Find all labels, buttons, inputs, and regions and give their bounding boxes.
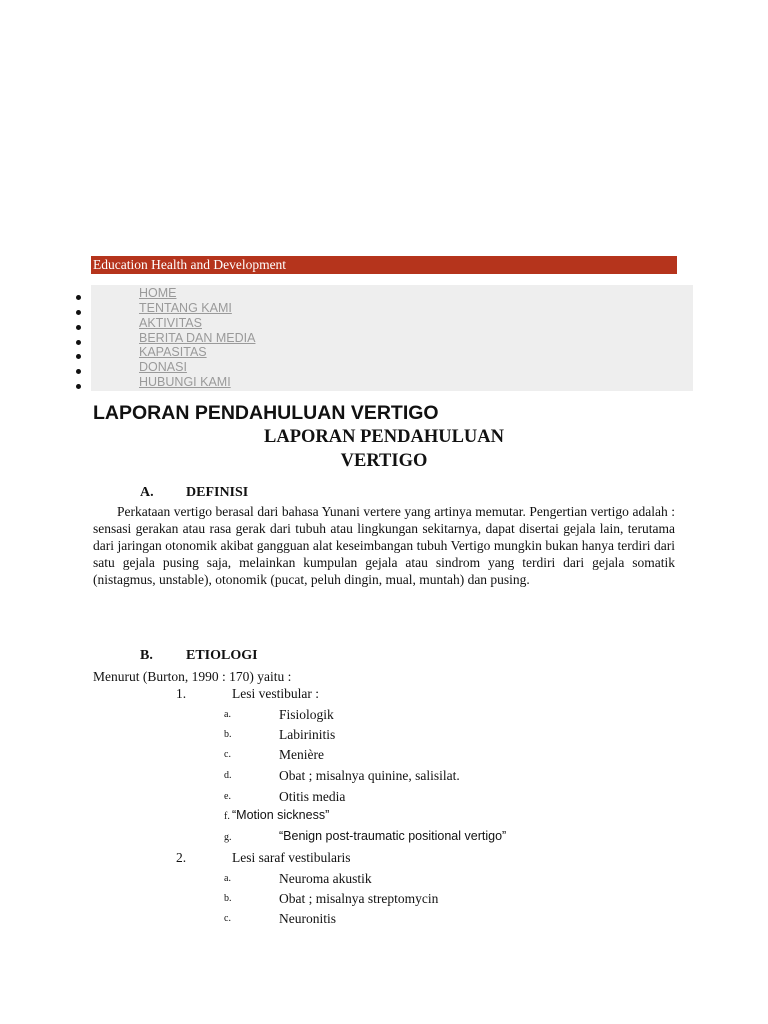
group1-title: Lesi vestibular : <box>232 686 319 701</box>
list-item-label: a. <box>224 709 231 720</box>
list-item: Menière <box>279 747 324 762</box>
group2-title: Lesi saraf vestibularis <box>232 850 351 865</box>
bullet-icon <box>76 295 81 300</box>
nav-tentang-kami[interactable]: TENTANG KAMI <box>139 301 232 315</box>
list-item-label: f. <box>224 811 230 822</box>
group1-number: 1. <box>176 686 187 701</box>
nav-kapasitas[interactable]: KAPASITAS <box>139 345 207 359</box>
list-item-label: b. <box>224 893 232 904</box>
nav-hubungi-kami[interactable]: HUBUNGI KAMI <box>139 375 231 389</box>
bullet-icon <box>76 310 81 315</box>
definition-paragraph: Perkataan vertigo berasal dari bahasa Yunani vertere yang artinya memutar. Pengertian vertigo adalah : sensasi gerakan atau rasa gerak dari tubuh atau lingkungan sekitarnya, dapat disertai gejala lain, terutama dari jaringan otonomik akibat gangguan alat keseimbangan tubuh Vertigo mungkin bukan hanya terdiri dari satu gejala pusing saja, melainkan kumpulan gejala atau sindrom yang terdiri dari gejala somatik (nistagmus, unstable), otonomik (pucat, peluh dingin, mual, muntah) dan pusing. <box>93 504 675 587</box>
list-item-label: b. <box>224 729 232 740</box>
bullet-icon <box>76 325 81 330</box>
section-b-letter: B. <box>140 648 153 663</box>
list-item-label: g. <box>224 832 232 843</box>
list-item: “Motion sickness” <box>232 808 330 822</box>
list-item: Neuronitis <box>279 911 336 926</box>
nav-berita-dan-media[interactable]: BERITA DAN MEDIA <box>139 331 256 345</box>
list-item: Labirinitis <box>279 727 336 742</box>
list-item-label: d. <box>224 770 232 781</box>
bullet-icon <box>76 354 81 359</box>
bullet-icon <box>76 340 81 345</box>
nav-donasi[interactable]: DONASI <box>139 360 187 374</box>
list-item-label: c. <box>224 913 231 924</box>
list-item: Neuroma akustik <box>279 871 372 886</box>
list-item: Obat ; misalnya quinine, salisilat. <box>279 768 460 783</box>
article-heading-line1: LAPORAN PENDAHULUAN <box>264 427 504 447</box>
bullet-icon <box>76 369 81 374</box>
bullet-icon <box>76 384 81 389</box>
list-item-label: e. <box>224 791 231 802</box>
nav-menu <box>91 285 693 391</box>
section-a-heading: DEFINISI <box>186 485 249 500</box>
list-item: Otitis media <box>279 789 346 804</box>
list-item-label: a. <box>224 873 231 884</box>
nav-aktivitas[interactable]: AKTIVITAS <box>139 316 202 330</box>
group2-number: 2. <box>176 850 187 865</box>
article-heading-line2: VERTIGO <box>340 451 428 471</box>
etiologi-intro: Menurut (Burton, 1990 : 170) yaitu : <box>93 669 292 684</box>
section-a-letter: A. <box>140 485 154 500</box>
list-item-label: c. <box>224 749 231 760</box>
list-item: Fisiologik <box>279 707 334 722</box>
section-b-heading: ETIOLOGI <box>186 648 258 663</box>
site-banner: Education Health and Development <box>91 256 677 274</box>
list-item: Obat ; misalnya streptomycin <box>279 891 439 906</box>
nav-home[interactable]: HOME <box>139 286 177 300</box>
page-title: LAPORAN PENDAHULUAN VERTIGO <box>93 402 439 424</box>
list-item: “Benign post-traumatic positional vertigo” <box>279 829 507 843</box>
